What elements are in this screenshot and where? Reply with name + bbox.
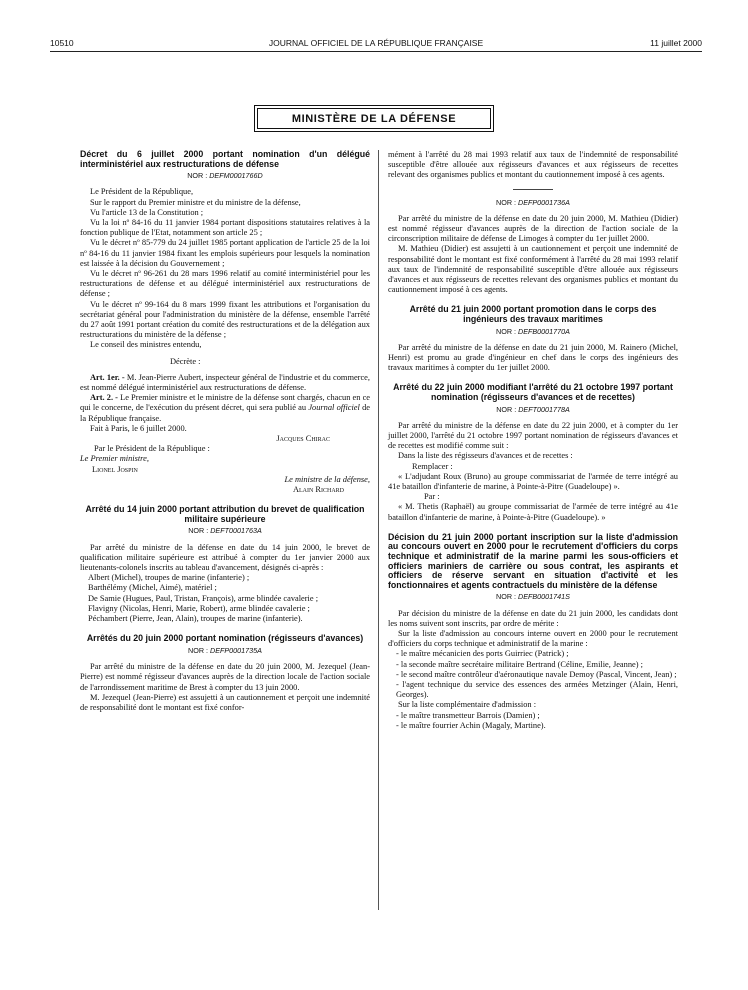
nor-line bbox=[80, 526, 370, 536]
nor-code: DEFT0001763A bbox=[210, 526, 262, 536]
paragraph: Sur le rapport du Premier ministre et du ministre de la défense, bbox=[90, 197, 301, 207]
nor-label: NOR : bbox=[496, 592, 516, 602]
arrete-title: Arrêté du 22 juin 2000 modifiant l'arrêté du 21 octobre 1997 portant nomination (régisseurs d'avances et de recettes) bbox=[393, 382, 673, 403]
paragraph: Le Président de la République, bbox=[90, 187, 194, 197]
nor-line bbox=[388, 198, 678, 208]
arrete-title: Arrêtés du 20 juin 2000 portant nomination (régisseurs d'avances) bbox=[86, 633, 364, 644]
paragraph: Par arrêté du ministre de la défense en date du 20 juin 2000, M. Jezequel (Jean-Pierre) est nommé régisseur d'avances auprès de la direction locale de l'action sociale de l'arrondissement maritime de Brest à compter du 13 juin 2000. bbox=[80, 662, 370, 692]
nor-code: DEFP0001736A bbox=[518, 197, 570, 207]
article-label: Art. 2. - bbox=[90, 393, 118, 403]
ministry-box bbox=[254, 105, 494, 132]
paragraph: Par arrêté du ministre de la défense en date du 22 juin 2000, et à compter du 1er juillet 2000, l'arrêté du 21 octobre 1997 portant nomination de régisseurs d'avances et de recettes est modifié comme suit : bbox=[388, 420, 678, 451]
nor-code: DEFT0001778A bbox=[518, 404, 570, 414]
paragraph: M. Jezequel (Jean-Pierre) est assujetti à un cautionnement et perçoit une indemnité de responsabilité dont le montant est fixé confor- bbox=[80, 692, 370, 712]
par-le-president: Par le Président de la République : bbox=[94, 444, 210, 454]
separator-rule bbox=[513, 189, 553, 190]
arrete-title: Arrêté du 21 juin 2000 portant promotion dans le corps des ingénieurs des travaux maritimes bbox=[409, 304, 657, 325]
list-item: - le second maître contrôleur d'aéronautique navale Demoy (Pascal, Vincent, Jean) ; bbox=[396, 669, 677, 679]
nor-label: NOR : bbox=[187, 171, 208, 181]
nor-code: DEFB0001741S bbox=[518, 592, 570, 602]
article-text: M. Jean-Pierre Aubert, inspecteur général de l'industrie et du commerce, est nommé délégué interministériel aux restructurations de défense. bbox=[80, 372, 370, 393]
article-text: de la République française. bbox=[80, 403, 370, 423]
list-item: - l'agent technique du service des essences des armées Metzinger (Alain, Henri, Georges). bbox=[396, 680, 678, 700]
list-item: Péchambert (Pierre, Jean, Alain), troupes de marine (infanterie). bbox=[88, 614, 303, 624]
article-2 bbox=[80, 393, 370, 424]
decrete: Décrète : bbox=[170, 356, 201, 366]
nor-code: DEFB0001770A bbox=[518, 326, 570, 336]
paragraph: Par arrêté du ministre de la défense en date du 21 juin 2000, M. Rainero (Michel, Henri) est promu au grade d'ingénieur en chef dans le corps des ingénieurs des travaux maritimes à compter du 1er juillet 2000. bbox=[388, 342, 678, 373]
paragraph: Sur la liste d'admission au concours interne ouvert en 2000 pour le recrutement d'officiers du corps technique et administratif de la marine : bbox=[388, 629, 678, 649]
list-item: Albert (Michel), troupes de marine (infanterie) ; bbox=[88, 573, 250, 583]
list-item: Flavigny (Nicolas, Henri, Marie, Robert), arme blindée cavalerie ; bbox=[88, 603, 310, 613]
remplacer-label: Remplacer : bbox=[412, 461, 453, 471]
journal-officiel: Journal officiel bbox=[308, 403, 360, 413]
right-column bbox=[388, 150, 678, 731]
page-number: 10510 bbox=[50, 38, 74, 48]
nor-label: NOR : bbox=[188, 526, 209, 536]
nor-line bbox=[388, 327, 678, 337]
quote: « L'adjudant Roux (Bruno) au groupe commissariat de l'armée de terre intégré au 41e bataillon d'infanterie de marine, à Pointe-à-Pitre (Guadeloupe) ». bbox=[388, 471, 678, 492]
list-item: De Samie (Hugues, Paul, Tristan, François), arme blindée cavalerie ; bbox=[88, 593, 319, 603]
paragraph: Le conseil des ministres entendu, bbox=[90, 340, 202, 350]
nor-label: NOR : bbox=[496, 197, 516, 207]
nor-label: NOR : bbox=[496, 326, 516, 336]
paragraph-continued: mément à l'arrêté du 28 mai 1993 relatif aux taux de l'indemnité de responsabilité susceptible d'être allouée aux régisseurs d'avances et aux régisseurs de recettes relevant des organismes publics et montant du cautionnement imposé à ces agents. bbox=[388, 150, 678, 180]
list-item: - le maître fourrier Achin (Magaly, Martine). bbox=[396, 720, 546, 730]
paragraph: Dans la liste des régisseurs d'avances et de recettes : bbox=[398, 451, 573, 461]
arrete-title: Arrêté du 14 juin 2000 portant attribution du brevet de qualification militaire supérieure bbox=[85, 504, 365, 524]
header-rule bbox=[50, 51, 702, 52]
paragraph: M. Mathieu (Didier) est assujetti à un cautionnement et perçoit une indemnité de responsabilité dont le montant est fixé conformément à l'arrêté du 28 mai 1993 relatif aux taux de l'indemnité de responsabilité susceptible d'être allouée aux régisseurs d'avances et aux régisseurs de recettes relevant des organismes publics et montant du cautionnement imposé à ces agents. bbox=[388, 244, 678, 295]
article-label: Art. 1er. - bbox=[90, 372, 125, 382]
list-item: - le maître transmetteur Barrois (Damien) ; bbox=[396, 710, 540, 720]
list-item: - la seconde maître secrétaire militaire Bertrand (Céline, Emilie, Jeanne) ; bbox=[396, 659, 643, 669]
nor-line bbox=[80, 171, 370, 181]
paragraph: Par arrêté du ministre de la défense en date du 14 juin 2000, le brevet de qualification militaire supérieure est attribué à compter du 1er janvier 2000 aux lieutenants-colonels inscrits au tableau d'avancement, désignés ci-après : bbox=[80, 542, 370, 573]
ministry-title: MINISTÈRE DE LA DÉFENSE bbox=[257, 108, 491, 129]
paragraph: Par arrêté du ministre de la défense en date du 20 juin 2000, M. Mathieu (Didier) est nommé régisseur d'avances auprès de la direction de l'action sociale de la circonscription militaire de défense de Limoges à compter du 1er juillet 2000. bbox=[388, 213, 678, 244]
quote: « M. Thetis (Raphaël) au groupe commissariat de l'armée de terre intégré au 41e bataillon d'infanterie de marine, à Pointe-à-Pitre (Guadeloupe). » bbox=[388, 502, 678, 522]
left-column bbox=[80, 150, 370, 713]
decree-title: Décret du 6 juillet 2000 portant nomination d'un délégué interministériel aux restructurations de défense bbox=[80, 149, 370, 169]
paragraph: Sur la liste complémentaire d'admission : bbox=[398, 700, 537, 710]
paragraph: Vu le décret nº 99-164 du 8 mars 1999 fixant les attributions et l'organisation du secrétariat général pour l'administration du ministère de la défense, ensemble l'arrêté du 27 août 1991 portant création du comité des restructurations et de la délégation aux restructurations du ministère de la défense ; bbox=[80, 299, 370, 340]
md-name: Alain Richard bbox=[292, 485, 344, 495]
nor-code: DEFM0001766D bbox=[209, 171, 263, 181]
signature-president: Jacques Chirac bbox=[276, 434, 330, 444]
article-1 bbox=[80, 373, 370, 393]
page-header bbox=[50, 38, 702, 52]
journal-title: JOURNAL OFFICIEL DE LA RÉPUBLIQUE FRANÇAISE bbox=[268, 38, 484, 48]
par-label: Par : bbox=[424, 492, 440, 502]
paragraph: Vu le décret nº 85-779 du 24 juillet 1985 portant application de l'article 25 de la loi nº 84-16 du 11 janvier 1984 fixant les emplois supérieurs pour lesquels la nomination est laissée à la décision du Gouvernement ; bbox=[80, 238, 370, 268]
pm-name: Lionel Jospin bbox=[92, 464, 138, 474]
nor-code: DEFP0001735A bbox=[210, 645, 262, 655]
paragraph: Vu l'article 13 de la Constitution ; bbox=[90, 207, 204, 217]
fait-line: Fait à Paris, le 6 juillet 2000. bbox=[90, 423, 187, 433]
nor-label: NOR : bbox=[496, 404, 517, 414]
paragraph: Vu la loi nº 84-16 du 11 janvier 1984 portant dispositions statutaires relatives à la fonction publique de l'Etat, notamment son article 25 ; bbox=[80, 218, 370, 238]
issue-date: 11 juillet 2000 bbox=[650, 38, 702, 48]
nor-line bbox=[388, 592, 678, 602]
column-divider bbox=[378, 150, 379, 910]
nor-line bbox=[388, 405, 678, 415]
nor-label: NOR : bbox=[188, 645, 208, 655]
md-title: Le ministre de la défense, bbox=[284, 474, 370, 484]
paragraph: Vu le décret nº 96-261 du 28 mars 1996 relatif au comité interministériel pour les restructurations de défense et au délégué interministériel aux restructurations de défense ; bbox=[80, 269, 370, 299]
decision-title: Décision du 21 juin 2000 portant inscription sur la liste d'admission au concours ouvert en 2000 pour le recrutement d'officiers du corps technique et administratif de la marine parmi les sous-officiers et officiers mariniers de carrière ou sous contrat, les aspirants et officiers de réserve servant en situation d'activité et les fonctionnaires et agents contractuels du ministère de la défense bbox=[388, 531, 678, 590]
nor-line bbox=[80, 646, 370, 656]
paragraph: Par décision du ministre de la défense en date du 21 juin 2000, les candidats dont les noms suivent sont inscrits, par ordre de mérite : bbox=[388, 608, 678, 628]
pm-title: Le Premier ministre, bbox=[80, 454, 149, 464]
article-text: Le Premier ministre et le ministre de la défense sont chargés, chacun en ce qui le concerne, de l'exécution du présent décret, qui sera publié au bbox=[80, 393, 371, 413]
list-item: - le maître mécanicien des ports Guirriec (Patrick) ; bbox=[396, 649, 569, 659]
list-item: Barthélémy (Michel, Aimé), matériel ; bbox=[88, 583, 217, 593]
